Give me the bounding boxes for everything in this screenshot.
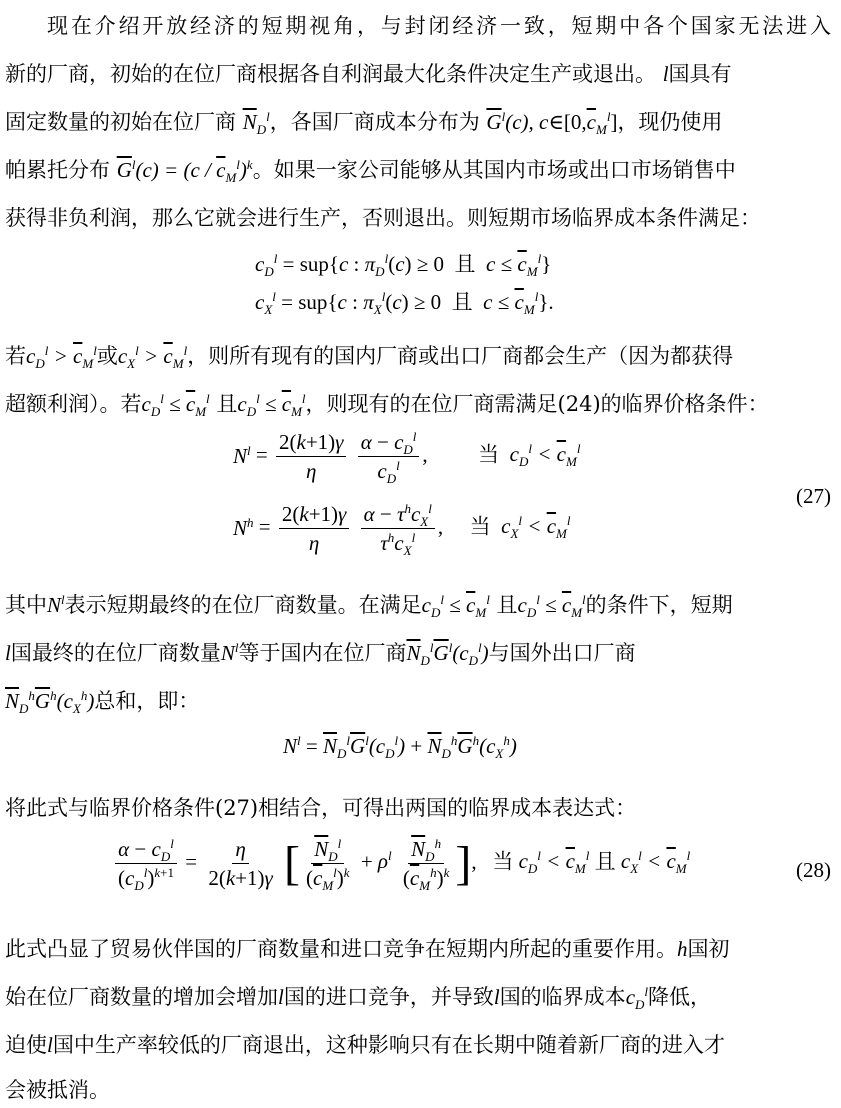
paragraph-4: 将此式与临界价格条件(27)相结合，可得出两国的临界成本表达式： <box>5 796 637 820</box>
equation-28: $\frac{\alpha - c_D^l}{(c_D^l)^{k+1}}$ = $\frac{\eta}{2(k+1)\gamma}$ [ $\frac{\overline{N}_D^l}{(\overline{c}_M^l)^k}$ + $\rho^l$ $\frac{\overline{N}_D^h}{(\overline{c}_M^h)^k}$ ], 当 $c_D^l < \overline{c}_M^l$ 且 $c_X^l < \overline{c}_M^l$ <box>112 836 690 891</box>
paragraph-5-line-1: 此式凸显了贸易伙伴国的厂商数量和进口竞争在短期内所起的重要作用。h国初 <box>5 937 730 961</box>
paragraph-3-line-1: 其中$N^l$表示短期最终的在位厂商数量。在满足$c_D^l \le \overline{c}_M^l$ 且$c_D^l \le \overline{c}_M^l$的条件下，短期 <box>5 592 733 621</box>
paragraph-5-line-4: 会被抵消。 <box>5 1078 110 1102</box>
paragraph-5-line-2: 始在位厂商数量的增加会增加l国的进口竞争，并导致l国的临界成本$c_D^l$降低， <box>5 984 712 1013</box>
equation-28-number: (28) <box>796 858 831 882</box>
equation-27-number: (27) <box>796 484 831 508</box>
paragraph-1-line-5: 获得非负利润，那么它就会进行生产，否则退出。则短期市场临界成本条件满足： <box>5 206 761 230</box>
equation-sum: $N^l = \overline{N}_D^l\overline{G}^l(c_D^l) + \overline{N}_D^h\overline{G}^h(c_X^h)$ <box>283 733 517 762</box>
paragraph-2-line-2: 超额利润）。若$c_D^l \le \overline{c}_M^l$ 且$c_D^l \le \overline{c}_M^l$，则现有的在位厂商需满足(24)的临界价格条件： <box>5 391 769 420</box>
paragraph-1-line-4: 帕累托分布 $\overline{G}^l(c) = (c / \overline{c}_M^l)^k$。如果一家公司能够从其国内市场或出口市场销售中 <box>5 157 736 186</box>
equation-27-line-1: $N^l$ = $\frac{2(k+1)\gamma}{\eta}$ $\frac{\alpha - c_D^l}{c_D^l}$ , 当 $c_D^l < \overline{c}_M^l$ <box>233 429 581 487</box>
paragraph-3-line-3: $\overline{N}_D^h\overline{G}^h(c_X^h)$总和，即： <box>5 688 200 717</box>
paragraph-1-line-2: 新的厂商，初始的在位厂商根据各自利润最大化条件决定生产或退出。 l国具有 <box>5 62 732 86</box>
equation-27-line-2: $N^h$ = $\frac{2(k+1)\gamma}{\eta}$ $\frac{\alpha - \tau^hc_X^l}{\tau^hc_X^l}$ , 当 $c_X^l < \overline{c}_M^l$ <box>233 501 571 559</box>
equation-cd: $c_D^l = sup\{c$ : $\pi_D^l(c) \ge 0$ 且 $c \le \overline{c}_M^l$} <box>255 251 552 280</box>
equation-cx: $c_X^l = sup\{c$ : $\pi_X^l(c) \ge 0$ 且 $c \le \overline{c}_M^l$}. <box>255 289 554 318</box>
paragraph-5-line-3: 迫使l国中生产率较低的厂商退出，这种影响只有在长期中随着新厂商的进入才 <box>5 1033 725 1057</box>
paragraph-3-line-2: l国最终的在位厂商数量$N^l$等于国内在位厂商$\overline{N}_D^l\overline{G}^l(c_D^l)$与国外出口厂商 <box>5 640 636 669</box>
paragraph-1-line-3: 固定数量的初始在位厂商 $\overline{N}_D^l$，各国厂商成本分布为 $\overline{G}^l(c)$, $c\in[0,\overline{c}_M^l]$，现仍使用 <box>5 109 723 138</box>
paragraph-2-line-1: 若$c_D^l > \overline{c}_M^l$或$c_X^l > \overline{c}_M^l$，则所有现有的国内厂商或出口厂商都会生产（因为都获得 <box>5 343 734 372</box>
paragraph-1-line-1: 现在介绍开放经济的短期视角，与封闭经济一致，短期中各个国家无法进入 <box>47 14 831 38</box>
